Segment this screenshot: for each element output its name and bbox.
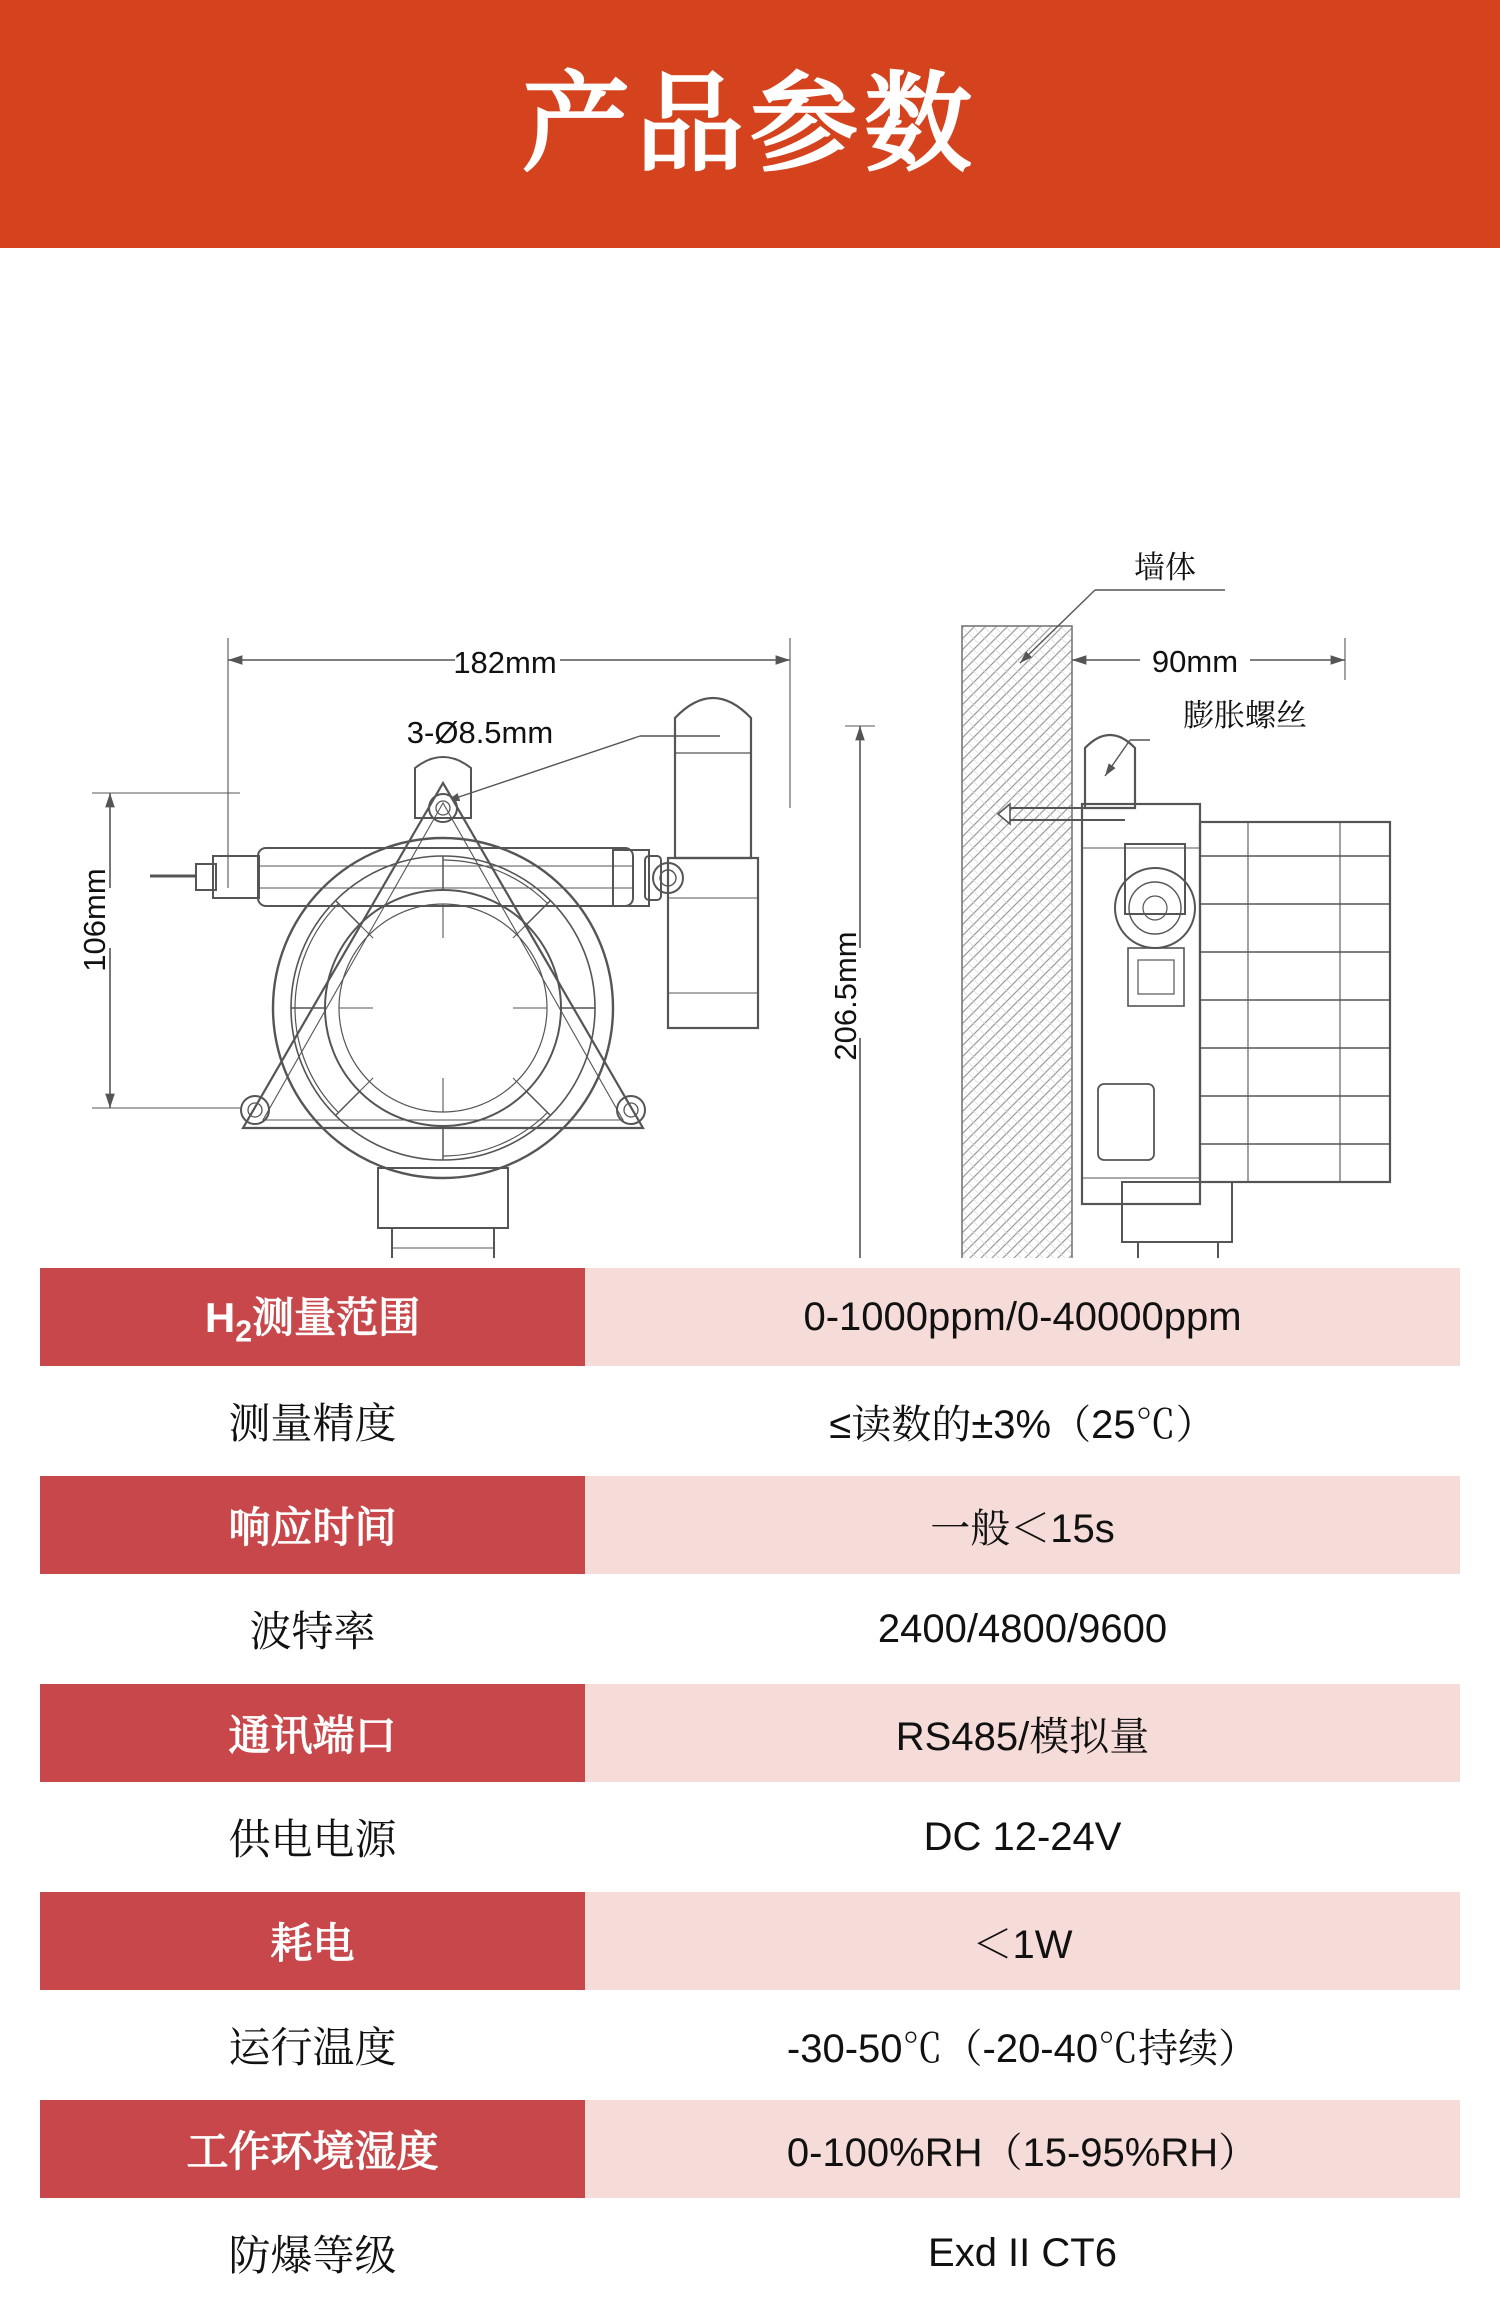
subscript-2: 2 xyxy=(235,1315,253,1349)
spec-label-comm-port: 通讯端口 xyxy=(40,1684,585,1782)
spec-value-accuracy: ≤读数的±3%（25℃） xyxy=(585,1372,1460,1470)
table-row xyxy=(40,1684,1460,1782)
spec-value-h2-range: 0-1000ppm/0-40000ppm xyxy=(585,1268,1460,1366)
product-spec-table xyxy=(40,1262,1460,2308)
spec-label-operating-temperature: 运行温度 xyxy=(40,1996,585,2094)
spec-label-accuracy: 测量精度 xyxy=(40,1372,585,1470)
spec-label-power-supply: 供电电源 xyxy=(40,1788,585,1886)
spec-value-explosion-proof-grade: Exd II CT6 xyxy=(585,2204,1460,2302)
table-row xyxy=(40,1788,1460,1886)
spec-label-power-consumption: 耗电 xyxy=(40,1892,585,1990)
spec-label-h2-range: $H_2$测量范围 xyxy=(40,1268,585,1366)
spec-value-power-supply: DC 12-24V xyxy=(585,1788,1460,1886)
page-header-banner xyxy=(0,0,1500,248)
spec-value-response-time: 一般＜15s xyxy=(585,1476,1460,1574)
dim-label-height-total: 206.5mm xyxy=(828,931,863,1061)
spec-label-baud-rate: 波特率 xyxy=(40,1580,585,1678)
table-row xyxy=(40,1580,1460,1678)
table-row xyxy=(40,2204,1460,2302)
spec-value-comm-port: RS485/模拟量 xyxy=(585,1684,1460,1782)
dimension-drawing-svg xyxy=(0,248,1500,1258)
spec-table-body xyxy=(40,1268,1460,2302)
product-dimension-drawing xyxy=(0,248,1500,1258)
dim-label-wall: 墙体 xyxy=(1134,550,1196,585)
dim-label-width-total: 182mm xyxy=(453,645,557,680)
table-row xyxy=(40,1372,1460,1470)
table-row xyxy=(40,1476,1460,1574)
dim-label-depth: 90mm xyxy=(1151,644,1239,679)
dim-label-height-left: 106mm xyxy=(77,868,112,972)
dim-label-holes: 3-Ø8.5mm xyxy=(406,715,554,750)
spec-value-operating-humidity: 0-100%RH（15-95%RH） xyxy=(585,2100,1460,2198)
table-row xyxy=(40,1996,1460,2094)
dim-label-expansion-screw: 膨胀螺丝 xyxy=(1183,698,1307,733)
table-row xyxy=(40,1268,1460,1366)
spec-label-explosion-proof-grade: 防爆等级 xyxy=(40,2204,585,2302)
spec-label-operating-humidity: 工作环境湿度 xyxy=(40,2100,585,2198)
spec-label-response-time: 响应时间 xyxy=(40,1476,585,1574)
table-row xyxy=(40,1892,1460,1990)
page-title: 产品参数 xyxy=(521,63,978,184)
table-row xyxy=(40,2100,1460,2198)
spec-value-baud-rate: 2400/4800/9600 xyxy=(585,1580,1460,1678)
spec-value-operating-temperature: -30-50℃（-20-40℃持续） xyxy=(585,1996,1460,2094)
spec-value-power-consumption: ＜1W xyxy=(585,1892,1460,1990)
